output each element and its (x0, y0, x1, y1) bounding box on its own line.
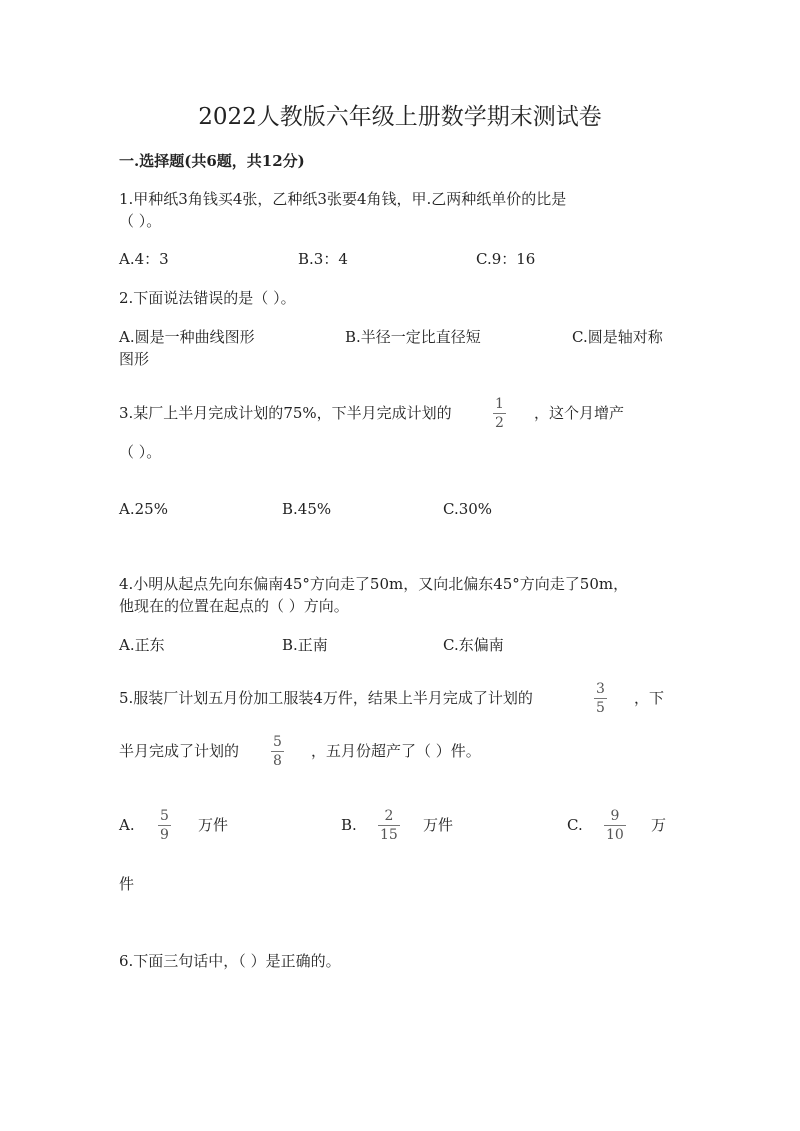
question-3-option-b: B.45% (282, 500, 332, 518)
question-5-option-b-label: B. (341, 816, 357, 834)
question-4-option-c: C.东偏南 (443, 636, 504, 654)
question-4-text-cont: 他现在的位置在起点的（ ）方向。 (119, 597, 349, 615)
question-4-option-b: B.正南 (282, 636, 328, 654)
fraction-numerator: 1 (495, 396, 504, 412)
question-5-option-b-unit: 万件 (423, 816, 454, 834)
question-2-text: 2.下面说法错误的是（ ）。 (119, 289, 296, 307)
fraction-numerator: 5 (160, 808, 169, 824)
section-heading: 一.选择题(共6题，共12分) (119, 152, 305, 170)
fraction-denominator: 15 (380, 827, 398, 843)
question-1-option-c: C.9：16 (476, 250, 536, 268)
question-2-option-a: A.圆是一种曲线图形 (119, 328, 255, 346)
question-1-option-b: B.3：4 (298, 250, 348, 268)
question-1-option-a: A.4：3 (119, 250, 169, 268)
question-5-fraction-2 (271, 734, 284, 769)
fraction-bar (271, 751, 284, 752)
question-1-text-cont: （ ）。 (119, 212, 162, 230)
question-5-line2: 半月完成了计划的 (119, 742, 240, 760)
question-5-option-b-fraction (378, 808, 400, 843)
page-title: 2022人教版六年级上册数学期末测试卷 (198, 104, 602, 130)
question-5-option-a-fraction (158, 808, 171, 843)
fraction-denominator: 9 (160, 827, 169, 843)
fraction-denominator: 10 (606, 827, 624, 843)
fraction-denominator: 5 (596, 700, 605, 716)
fraction-numerator: 3 (596, 681, 605, 697)
question-1-text: 1.甲种纸3角钱买4张，乙种纸3张要4角钱，甲.乙两种纸单价的比是 (119, 190, 567, 208)
question-3-option-c: C.30% (443, 500, 493, 518)
question-5-text: 5.服装厂计划五月份加工服装4万件，结果上半月完成了计划的 (119, 689, 533, 707)
question-2-option-b: B.半径一定比直径短 (345, 328, 481, 346)
fraction-numerator: 5 (273, 734, 282, 750)
fraction-bar (493, 413, 506, 414)
question-3-text-cont: （ ）。 (119, 443, 162, 461)
question-4-text: 4.小明从起点先向东偏南45°方向走了50m，又向北偏东45°方向走了50m， (119, 575, 629, 593)
fraction-numerator: 9 (610, 808, 620, 824)
question-5-option-c-label: C. (567, 816, 583, 834)
fraction-bar (378, 825, 400, 826)
question-4-option-a: A.正东 (119, 636, 165, 654)
question-5-option-c-wrap: 件 (119, 875, 135, 893)
fraction-denominator: 2 (495, 415, 504, 431)
question-2-option-c-wrap: 图形 (119, 350, 150, 368)
question-5-option-c-unit: 万 (651, 816, 667, 834)
question-5-line2-after: ，五月份超产了（ ）件。 (311, 742, 481, 760)
question-3-fraction (493, 396, 506, 431)
question-5-text-after: ，下 (634, 689, 665, 707)
question-5-option-c-fraction (604, 808, 626, 843)
fraction-bar (594, 698, 607, 699)
question-3-text: 3.某厂上半月完成计划的75%，下半月完成计划的 (119, 404, 452, 422)
question-2-option-c: C.圆是轴对称 (572, 328, 663, 346)
question-3-option-a: A.25% (119, 500, 168, 518)
question-3-text-after: ，这个月增产 (534, 404, 625, 422)
fraction-numerator: 2 (384, 808, 394, 824)
fraction-denominator: 8 (273, 753, 282, 769)
fraction-bar (158, 825, 171, 826)
question-6-text: 6.下面三句话中，（ ）是正确的。 (119, 952, 341, 970)
question-5-option-a-unit: 万件 (198, 816, 229, 834)
question-5-fraction-1 (594, 681, 607, 716)
question-5-option-a-label: A. (119, 816, 135, 834)
fraction-bar (604, 825, 626, 826)
